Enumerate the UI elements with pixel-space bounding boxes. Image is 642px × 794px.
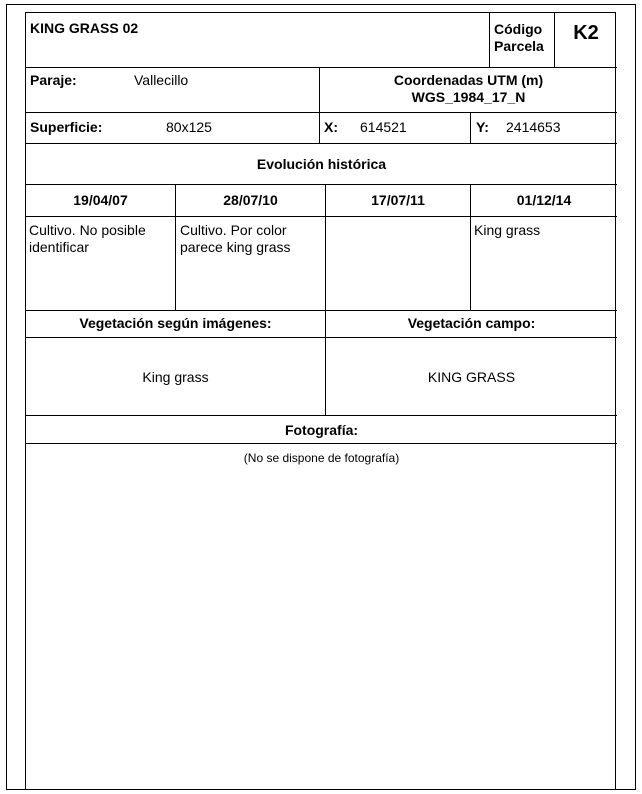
codigo-label-line2: Parcela	[494, 38, 544, 54]
vegetation-images-label: Vegetación según imágenes:	[79, 315, 272, 331]
superficie-label: Superficie:	[30, 119, 103, 135]
history-text-cell	[326, 217, 471, 311]
utm-y-cell	[471, 113, 617, 144]
history-title: Evolución histórica	[256, 156, 387, 172]
vegetation-field-value: KING GRASS	[427, 369, 516, 385]
utm-x-cell	[320, 113, 471, 144]
photo-title-cell	[26, 416, 617, 444]
plot-title-cell	[26, 13, 490, 68]
vegetation-images-value: King grass	[142, 369, 209, 385]
photo-note: (No se dispone de fotografía)	[243, 451, 400, 465]
paraje-cell	[26, 68, 320, 113]
vegetation-field-label-cell	[326, 311, 617, 338]
codigo-label-line1: Código	[494, 21, 543, 37]
history-date: 01/12/14	[516, 192, 572, 208]
history-date-cell	[471, 185, 617, 217]
utm-x-value: 614521	[360, 119, 407, 135]
codigo-parcela-label-cell	[490, 13, 555, 68]
history-date: 28/07/10	[223, 192, 278, 208]
vegetation-images-value-cell	[26, 338, 326, 416]
history-text: King grass	[474, 222, 541, 238]
history-text: Cultivo. No posible identificar	[29, 222, 146, 255]
history-text-cell	[26, 217, 176, 311]
history-text-cell	[176, 217, 326, 311]
history-date: 17/07/11	[371, 192, 425, 208]
history-text-cell	[471, 217, 617, 311]
superficie-cell	[26, 113, 320, 144]
history-title-cell	[26, 144, 617, 185]
codigo-parcela-value-cell	[555, 13, 617, 68]
utm-y-label: Y:	[476, 119, 489, 135]
vegetation-images-label-cell	[26, 311, 326, 338]
plot-title: KING GRASS 02	[30, 20, 139, 36]
superficie-value: 80x125	[166, 119, 212, 135]
history-date-cell	[176, 185, 326, 217]
coordinates-label-line1: Coordenadas UTM (m)	[393, 72, 544, 88]
history-date-cell	[326, 185, 471, 217]
history-date-cell	[26, 185, 176, 217]
utm-x-label: X:	[324, 119, 338, 135]
vegetation-field-label: Vegetación campo:	[407, 315, 536, 331]
paraje-label: Paraje:	[30, 72, 77, 88]
photo-area	[26, 444, 617, 789]
vegetation-field-value-cell	[326, 338, 617, 416]
history-date: 19/04/07	[73, 192, 128, 208]
utm-y-value: 2414653	[506, 119, 561, 135]
coordinates-header-cell	[320, 68, 617, 113]
photo-title: Fotografía:	[284, 422, 359, 438]
plot-record-card	[25, 12, 616, 790]
codigo-parcela-value: K2	[573, 22, 599, 44]
coordinates-label-line2: WGS_1984_17_N	[411, 89, 526, 105]
history-text: Cultivo. Por color parece king grass	[180, 222, 291, 255]
paraje-value: Vallecillo	[134, 72, 189, 88]
